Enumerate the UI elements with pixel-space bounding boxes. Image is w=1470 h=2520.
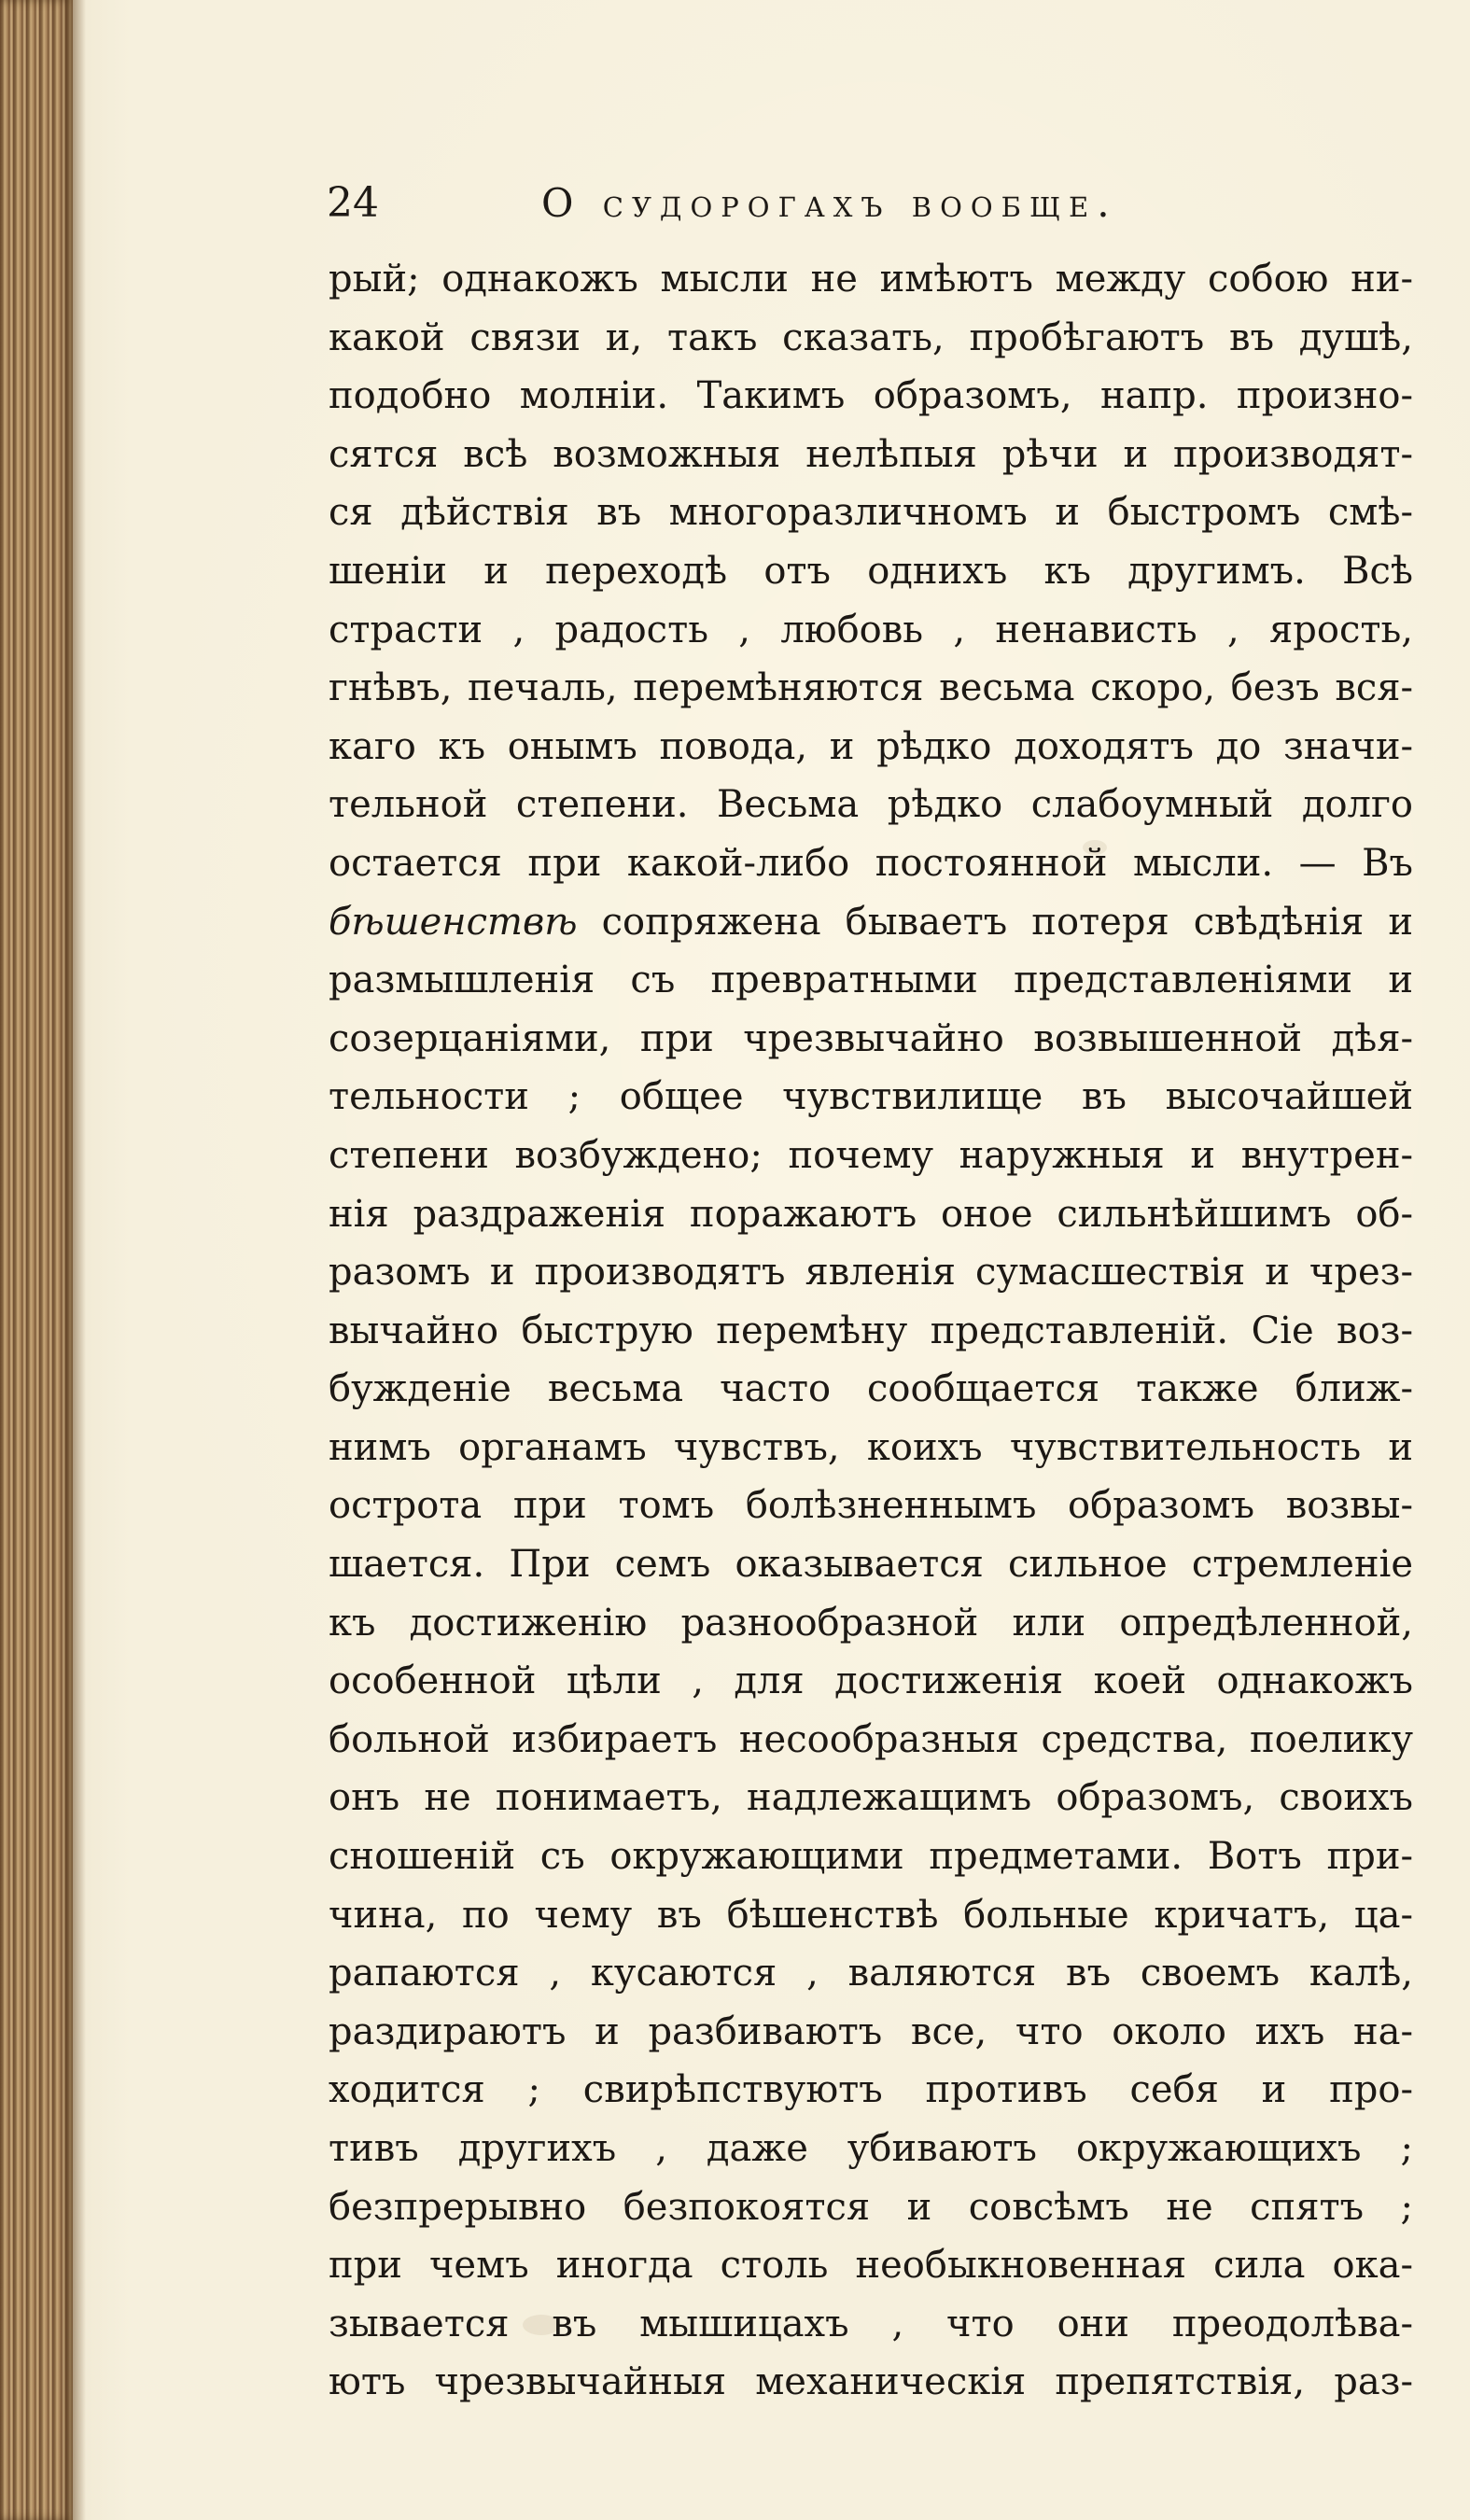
text-line: созерцаніями, при чрезвычайно возвышенной дѣя-: [329, 1016, 1413, 1060]
text-line: зывается въ мышицахъ , что они преодолѣва-: [329, 2302, 1413, 2345]
text-line: чина, по чему въ бѣшенствѣ больные кричатъ, ца-: [329, 1893, 1413, 1937]
book-spine: [0, 0, 73, 2520]
emphasized-word: бѣшенствѣ: [329, 900, 578, 944]
text-line: шеніи и переходѣ отъ однихъ къ другимъ. Всѣ: [329, 549, 1413, 593]
body-text: [329, 250, 1413, 2412]
text-line: вычайно быструю перемѣну представленій. Сіе воз-: [329, 1309, 1413, 1352]
text-line: подобно молніи. Такимъ образомъ, напр. произно-: [329, 374, 1413, 418]
running-title: О судорогахъ вообще.: [541, 180, 1118, 226]
text-line: нія раздраженія поражаютъ оное сильнѣйшимъ об-: [329, 1192, 1413, 1236]
text-line: ходится ; свирѣпствуютъ противъ себя и про-: [329, 2068, 1413, 2112]
text-line: страсти , радость , любовь , ненависть , ярость,: [329, 608, 1413, 651]
text-line: тельной степени. Весьма рѣдко слабоумный долго: [329, 783, 1413, 827]
text-line: какой связи и, такъ сказать, пробѣгаютъ въ душѣ,: [329, 315, 1413, 359]
text-line: раздираютъ и разбиваютъ все, что около ихъ на-: [329, 2009, 1413, 2053]
text-line: остается при какой-либо постоянной мысли. — Въ: [329, 841, 1413, 885]
text-line: размышленія съ превратными представленіями и: [329, 959, 1413, 1002]
running-header: [327, 175, 1400, 231]
text-line: ютъ чрезвычайныя механическія препятствія, раз-: [329, 2360, 1413, 2404]
text-line: острота при томъ болѣзненнымъ образомъ возвы-: [329, 1484, 1413, 1528]
text-line: шается. При семъ оказывается сильное стремленіе: [329, 1543, 1413, 1587]
text-line: ся дѣйствія въ многоразличномъ и быстромъ смѣ-: [329, 491, 1413, 535]
spine-shadow: [73, 0, 86, 2520]
page-number: 24: [327, 179, 379, 227]
text-line: нимъ органамъ чувствъ, коихъ чувствительность и: [329, 1425, 1413, 1469]
text-line: особенной цѣли , для достиженія коей однакожъ: [329, 1659, 1413, 1703]
text-line: разомъ и производятъ явленія сумасшествія и чрез-: [329, 1251, 1413, 1295]
text-line: гнѣвъ, печаль, перемѣняются весьма скоро, безъ вся-: [329, 666, 1413, 710]
text-line: каго къ онымъ повода, и рѣдко доходятъ до значи-: [329, 724, 1413, 768]
text-line: сношеній съ окружающими предметами. Вотъ при-: [329, 1835, 1413, 1879]
text-line: сятся всѣ возможныя нелѣпыя рѣчи и производят-: [329, 432, 1413, 476]
text-line: къ достиженію разнообразной или опредѣленной,: [329, 1601, 1413, 1645]
text-line: при чемъ иногда столь необыкновенная сила ока-: [329, 2244, 1413, 2288]
text-line: степени возбуждено; почему наружныя и внутрен-: [329, 1133, 1413, 1177]
text-line: рапаются , кусаются , валяются въ своемъ калѣ,: [329, 1952, 1413, 1995]
text-line: тивъ другихъ , даже убиваютъ окружающихъ ;: [329, 2127, 1413, 2170]
text-line: тельности ; общее чувствилище въ высочайшей: [329, 1075, 1413, 1119]
text-line: онъ не понимаетъ, надлежащимъ образомъ, своихъ: [329, 1776, 1413, 1820]
text-line: больной избираетъ несообразныя средства, поелику: [329, 1717, 1413, 1761]
text-line: бѣшенствѣ сопряжена бываетъ потеря свѣдѣнія и: [329, 900, 1413, 944]
text-line: бужденіе весьма часто сообщается также ближ-: [329, 1367, 1413, 1411]
text-line: безпрерывно безпокоятся и совсѣмъ не спятъ ;: [329, 2185, 1413, 2229]
text-line: рый; однакожъ мысли не имѣютъ между собою ни-: [329, 258, 1413, 301]
